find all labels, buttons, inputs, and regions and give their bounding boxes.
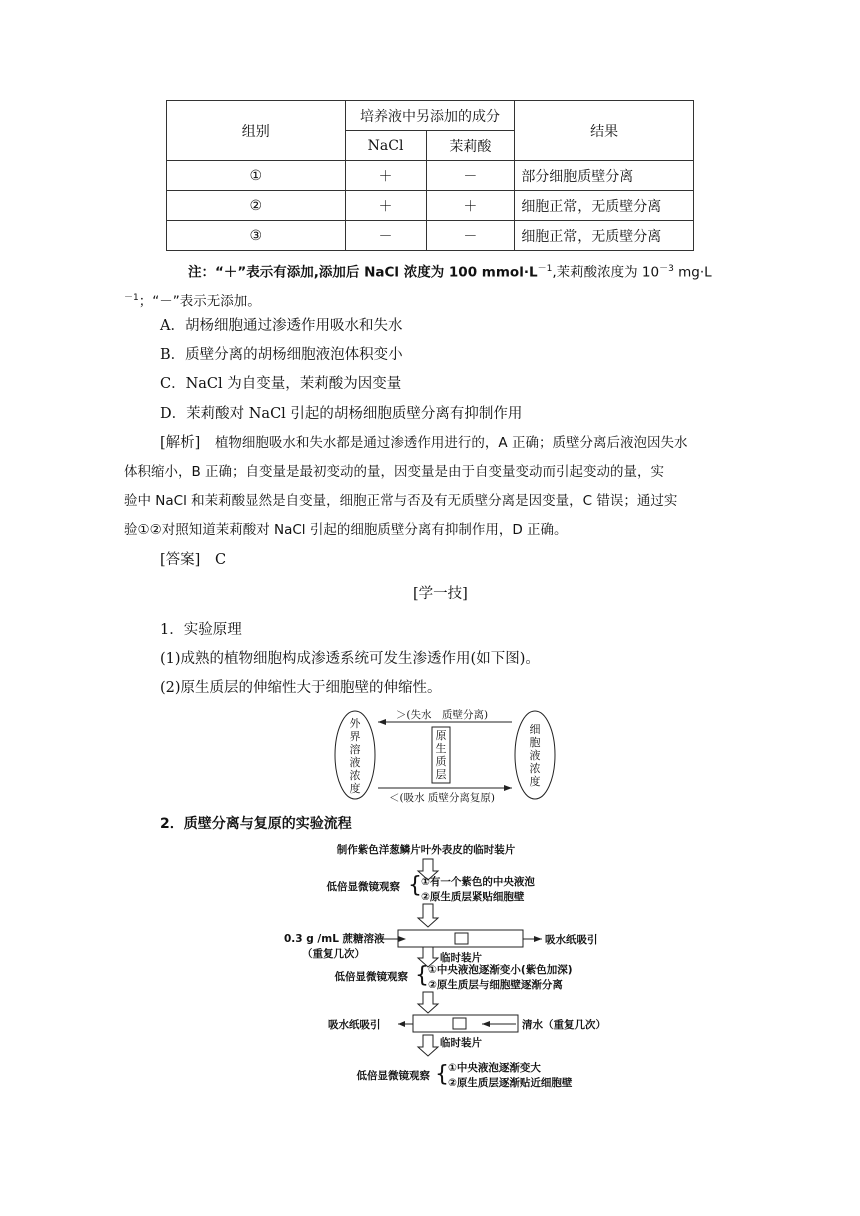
left-label-char: 外 [349, 717, 361, 730]
row-nacl: ＋ [345, 161, 426, 191]
row-nacl: ＋ [345, 191, 426, 221]
flow-observe-3: 低倍显微镜观察 [356, 1070, 430, 1082]
answer-value: C [214, 552, 227, 568]
coverslip-1 [455, 933, 468, 944]
option-a: A．胡杨细胞通过渗透作用吸水和失水 [160, 318, 403, 334]
note-sup: －1 [537, 264, 553, 274]
row-result: 细胞正常，无质壁分离 [515, 191, 694, 221]
arrow-head [398, 936, 406, 942]
note-text-b: ,茉莉酸浓度为 10 [552, 264, 660, 281]
absorb-label-1: 吸水纸吸引 [545, 934, 598, 946]
principle-p2: (2)原生质层的伸缩性大于细胞壁的伸缩性。 [160, 680, 442, 696]
option-b: B．质壁分离的胡杨细胞液泡体积变小 [160, 347, 403, 363]
left-label-char: 液 [349, 756, 361, 769]
flow-step-prepare: 制作紫色洋葱鳞片叶外表皮的临时装片 [336, 844, 516, 856]
water-label: 清水（重复几次） [522, 1019, 606, 1031]
right-label-char: 细 [529, 723, 541, 736]
arrow-head [482, 1021, 490, 1027]
header-nacl: NaCl [345, 131, 426, 161]
sucrose-label: 0.3 g /mL 蔗糖溶液 [284, 933, 385, 945]
slide-label-1: 临时装片 [440, 952, 482, 964]
flow-heading: 2．质壁分离与复原的实验流程 [160, 816, 352, 832]
header-group: 组别 [167, 101, 346, 161]
row-jasmonic: － [426, 161, 515, 191]
row-id: ② [167, 191, 346, 221]
arrow-head [534, 936, 542, 942]
down-arrow-icon [418, 992, 438, 1013]
header-added-components: 培养液中另添加的成分 [345, 101, 515, 131]
sucrose-repeat-label: （重复几次） [302, 948, 365, 960]
arrow-head [378, 719, 386, 725]
analysis-line: 验①②对照知道茉莉酸对 NaCl 引起的细胞质壁分离有抑制作用，D 正确。 [124, 522, 568, 538]
left-label-char: 浓 [349, 769, 361, 782]
observation-1b: ②原生质层紧贴细胞壁 [421, 891, 525, 903]
note-text-c: mg·L [673, 264, 712, 281]
option-d: D．茉莉酸对 NaCl 引起的胡杨细胞质壁分离有抑制作用 [160, 406, 523, 422]
brace-icon: { [415, 963, 429, 988]
section-title: [学一技] [413, 586, 468, 602]
right-label-char: 液 [529, 749, 541, 762]
analysis-line: 体积缩小，B 正确；自变量是最初变动的量，因变量是由于自变量变动而引起变动的量，实 [124, 464, 665, 480]
note-text-a: 注：“＋”表示有添加,添加后 NaCl 浓度为 100 mmol·L [188, 264, 538, 281]
header-jasmonic-acid: 茉莉酸 [426, 131, 515, 161]
observation-1a: ①有一个紫色的中央液泡 [421, 876, 535, 888]
answer-label: [答案] [160, 552, 201, 568]
option-c: C．NaCl 为自变量，茉莉酸为因变量 [160, 376, 402, 392]
answer-line [160, 550, 226, 570]
center-label-char: 质 [435, 755, 447, 768]
principle-heading: 1．实验原理 [160, 622, 242, 638]
table-row [167, 161, 694, 191]
water-loss-label: ＞(失水 质壁分离) [395, 709, 489, 721]
observation-3b: ②原生质层逐渐贴近细胞壁 [448, 1077, 573, 1089]
analysis-line [160, 433, 687, 453]
arrow-head [398, 1021, 405, 1027]
osmosis-diagram [330, 705, 560, 805]
row-jasmonic: － [426, 221, 515, 251]
arrow-head [504, 785, 512, 791]
note-text-d: ；“－”表示无添加。 [138, 293, 261, 310]
row-id: ③ [167, 221, 346, 251]
analysis-label: [解析] [160, 435, 201, 451]
table-row [167, 221, 694, 251]
brace-icon: { [435, 1062, 449, 1087]
left-label-char: 溶 [349, 743, 361, 756]
right-label-char: 胞 [529, 736, 541, 749]
observation-2b: ②原生质层与细胞壁逐渐分离 [428, 979, 563, 991]
row-id: ① [167, 161, 346, 191]
down-arrow-icon [418, 904, 438, 927]
row-result: 部分细胞质壁分离 [515, 161, 694, 191]
flow-observe-1: 低倍显微镜观察 [326, 881, 400, 893]
note-sup: －3 [659, 264, 674, 274]
flow-observe-2: 低倍显微镜观察 [334, 971, 408, 983]
center-label-char: 生 [435, 742, 447, 755]
right-label-char: 浓 [529, 762, 541, 775]
analysis-line: 验中 NaCl 和茉莉酸显然是自变量，细胞正常与否及有无质壁分离是因变量，C 错误；通过实 [124, 493, 678, 509]
row-jasmonic: ＋ [426, 191, 515, 221]
table-row [167, 191, 694, 221]
center-label-char: 原 [435, 729, 447, 742]
center-label-char: 层 [435, 768, 447, 781]
table-note [188, 259, 712, 283]
right-label-char: 度 [529, 775, 541, 788]
down-arrow-icon [418, 1035, 438, 1056]
observation-2a: ①中央液泡逐渐变小(紫色加深) [428, 964, 573, 976]
note-sup: －1 [124, 293, 139, 303]
slide-label-2: 临时装片 [440, 1037, 482, 1049]
left-label-char: 度 [349, 782, 361, 795]
header-result: 结果 [515, 101, 694, 161]
water-gain-label: ＜(吸水 质壁分离复原) [388, 792, 496, 804]
principle-p1: (1)成熟的植物细胞构成渗透系统可发生渗透作用(如下图)。 [160, 651, 540, 667]
brace-icon: { [408, 873, 422, 898]
left-label-char: 界 [349, 730, 361, 743]
experiment-table [166, 100, 694, 251]
table-note-cont [124, 288, 261, 312]
row-result: 细胞正常，无质壁分离 [515, 221, 694, 251]
observation-3a: ①中央液泡逐渐变大 [448, 1062, 541, 1074]
flow-diagram [270, 840, 650, 1100]
absorb-label-2: 吸水纸吸引 [328, 1019, 381, 1031]
row-nacl: － [345, 221, 426, 251]
analysis-text: 植物细胞吸水和失水都是通过渗透作用进行的，A 正确；质壁分离后液泡因失水 [214, 435, 688, 451]
coverslip-2 [453, 1018, 466, 1029]
